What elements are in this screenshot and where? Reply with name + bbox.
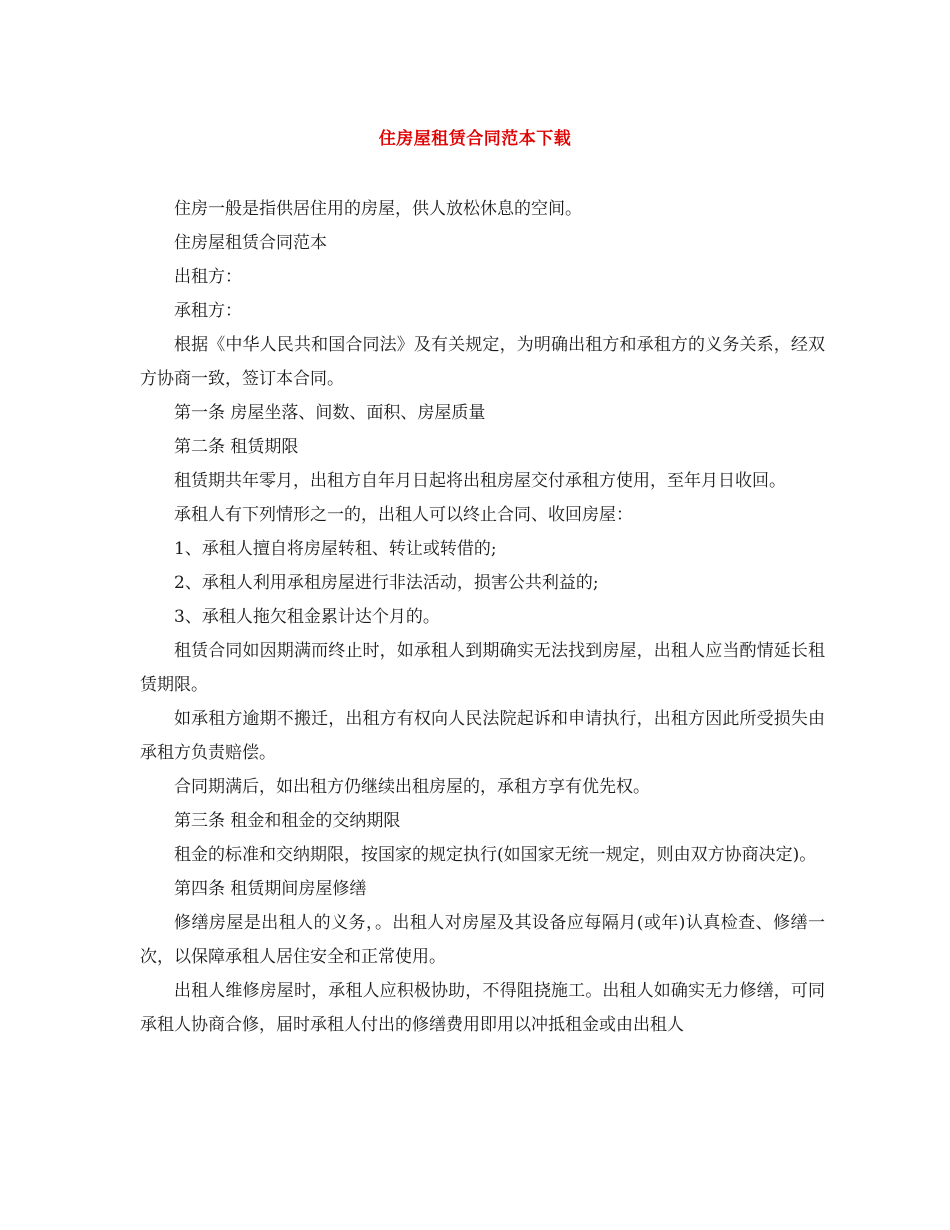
document-body <box>140 192 825 1042</box>
paragraph-rent: 租金的标准和交纳期限，按国家的规定执行(如国家无统一规定，则由双方协商决定)。 <box>174 845 817 865</box>
paragraph-intro: 住房一般是指供居住用的房屋，供人放松休息的空间。 <box>174 199 582 219</box>
paragraph-repair-cooperation: 出租人维修房屋时，承租人应积极协助，不得阻挠施工。出租人如确实无力修缮，可同承租人协商合修，届时承租人付出的修缮费用即用以冲抵租金或由出租人 <box>140 981 825 1035</box>
paragraph-lessor: 出租方： <box>174 267 242 287</box>
paragraph-termination: 承租人有下列情形之一的，出租人可以终止合同、收回房屋： <box>174 505 633 525</box>
paragraph-repair-duty: 修缮房屋是出租人的义务，。出租人对房屋及其设备应每隔月(或年)认真检查、修缮一次，以保障承租人居住安全和正常使用。 <box>140 913 825 967</box>
paragraph-priority: 合同期满后，如出租方仍继续出租房屋的，承租方享有优先权。 <box>174 777 650 797</box>
article-4-heading: 第四条 租赁期间房屋修缮 <box>174 879 367 899</box>
list-item: 2、承租人利用承租房屋进行非法活动，损害公共利益的; <box>174 573 599 593</box>
article-3-heading: 第三条 租金和租金的交纳期限 <box>174 811 401 831</box>
paragraph-extension: 租赁合同如因期满而终止时，如承租人到期确实无法找到房屋，出租人应当酌情延长租赁期限。 <box>140 641 825 695</box>
paragraph-lessee: 承租方： <box>174 301 242 321</box>
paragraph-term: 租赁期共年零月，出租方自年月日起将出租房屋交付承租方使用，至年月日收回。 <box>174 471 786 491</box>
paragraph-basis: 根据《中华人民共和国合同法》及有关规定，为明确出租方和承租方的义务关系，经双方协商一致，签订本合同。 <box>140 335 825 389</box>
article-1-heading: 第一条 房屋坐落、间数、面积、房屋质量 <box>174 403 486 423</box>
article-2-heading: 第二条 租赁期限 <box>174 437 299 457</box>
document-title: 住房屋租赁合同范本下载 <box>378 129 572 149</box>
paragraph-overdue: 如承租方逾期不搬迁，出租方有权向人民法院起诉和申请执行，出租方因此所受损失由承租方负责赔偿。 <box>140 709 825 763</box>
list-item: 3、承租人拖欠租金累计达个月的。 <box>174 607 440 627</box>
list-item: 1、承租人擅自将房屋转租、转让或转借的; <box>174 539 497 559</box>
paragraph-subtitle: 住房屋租赁合同范本 <box>174 233 327 253</box>
